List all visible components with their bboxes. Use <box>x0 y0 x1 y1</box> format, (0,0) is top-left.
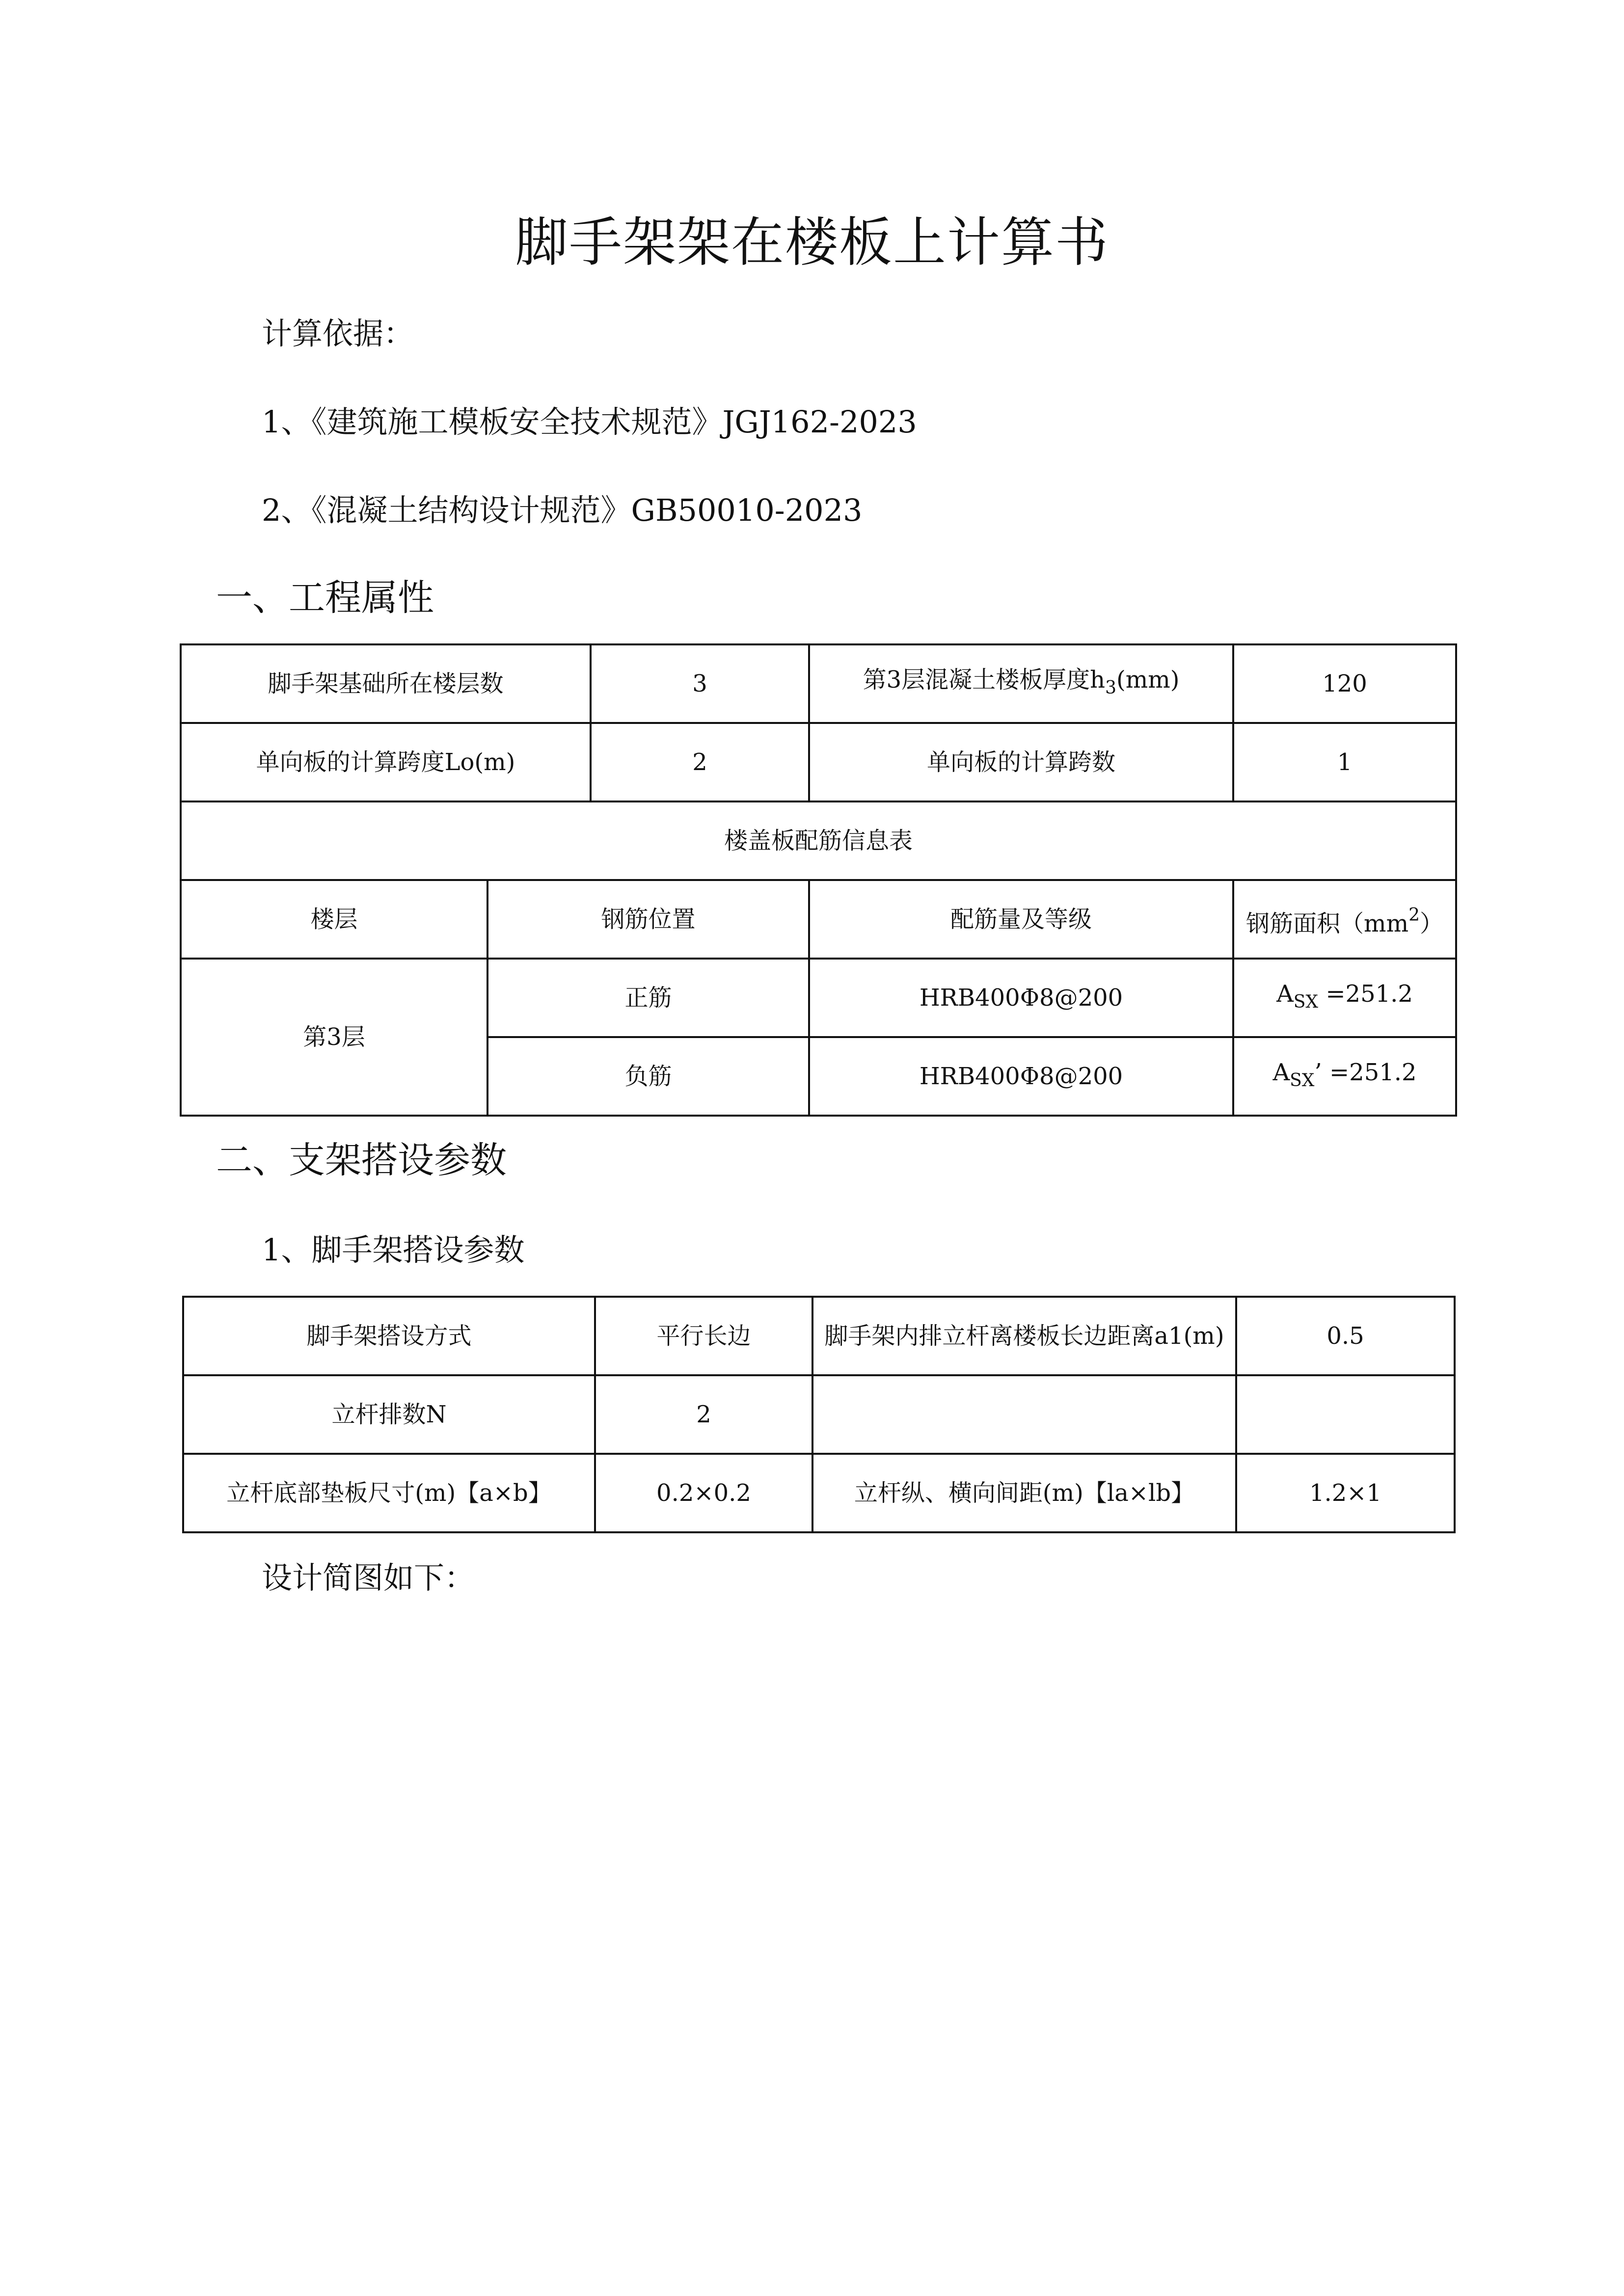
pole-spacing-value: 1.2×1 <box>1236 1454 1455 1532</box>
rebar-spec: HRB400Φ8@200 <box>809 1037 1233 1116</box>
page-title: 脚手架架在楼板上计算书 <box>514 212 1109 273</box>
slab-thickness-value: 120 <box>1233 644 1456 723</box>
span-count-value: 1 <box>1233 723 1456 801</box>
rebar-area: $A_{SX}$’ =251.2 <box>1233 1037 1456 1116</box>
erection-method-value: 平行长边 <box>595 1297 812 1375</box>
section-2-subheading: 1、脚手架搭设参数 <box>262 1232 525 1268</box>
basis-item-1: 1、《建筑施工模板安全技术规范》JGJ162-2023 <box>262 404 917 440</box>
span-length-value: 2 <box>591 723 809 801</box>
rebar-table-title: 楼盖板配筋信息表 <box>181 801 1456 880</box>
span-count-label: 单向板的计算跨数 <box>809 723 1233 801</box>
table-row <box>181 801 1456 880</box>
basis-label: 计算依据： <box>262 316 414 351</box>
floor-count-label: 脚手架基础所在楼层数 <box>181 644 591 723</box>
empty-cell <box>812 1375 1236 1454</box>
span-length-label: 单向板的计算跨度Lo(m) <box>181 723 591 801</box>
section-2-heading: 二、支架搭设参数 <box>216 1139 507 1181</box>
pole-distance-value: 0.5 <box>1236 1297 1455 1375</box>
pole-distance-label: 脚手架内排立杆离楼板长边距离a1(m) <box>812 1297 1236 1375</box>
table-row <box>183 1454 1455 1532</box>
pad-size-label: 立杆底部垫板尺寸(m)【a×b】 <box>183 1454 595 1532</box>
header-rebar-area: 钢筋面积$(mm^2)$ <box>1233 880 1456 959</box>
pad-size-value: 0.2×0.2 <box>595 1454 812 1532</box>
diagram-label: 设计简图如下： <box>262 1560 475 1596</box>
rebar-spec: HRB400Φ8@200 <box>809 959 1233 1037</box>
basis-item-2: 2、《混凝土结构设计规范》GB50010-2023 <box>262 492 863 528</box>
table-header-row <box>181 880 1456 959</box>
table-row <box>181 723 1456 801</box>
empty-cell <box>1236 1375 1455 1454</box>
slab-thickness-label: 第3层混凝土楼板厚度$h_3(mm)$ <box>809 644 1233 723</box>
pole-rows-label: 立杆排数N <box>183 1375 595 1454</box>
floor-count-value: 3 <box>591 644 809 723</box>
rebar-area: $A_{SX} =251.2$ <box>1233 959 1456 1037</box>
section-1-heading: 一、工程属性 <box>216 577 434 619</box>
table-row <box>183 1375 1455 1454</box>
rebar-position: 正筋 <box>487 959 809 1037</box>
pole-rows-value: 2 <box>595 1375 812 1454</box>
scaffold-parameters-table <box>182 1296 1456 1533</box>
erection-method-label: 脚手架搭设方式 <box>183 1297 595 1375</box>
header-rebar-spec: 配筋量及等级 <box>809 880 1233 959</box>
floor-name: 第3层 <box>181 959 487 1116</box>
engineering-properties-table <box>180 643 1457 1117</box>
table-row <box>181 959 1456 1037</box>
rebar-position: 负筋 <box>487 1037 809 1116</box>
table-row <box>183 1297 1455 1375</box>
pole-spacing-label: 立杆纵、横向间距(m)【la×lb】 <box>812 1454 1236 1532</box>
table-row <box>181 644 1456 723</box>
header-floor: 楼层 <box>181 880 487 959</box>
header-rebar-position: 钢筋位置 <box>487 880 809 959</box>
